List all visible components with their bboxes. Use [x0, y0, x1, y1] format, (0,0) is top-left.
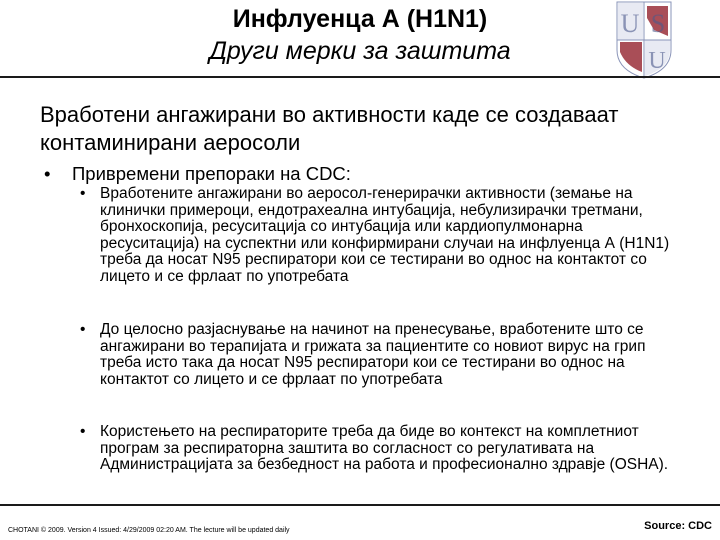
- slide-subtitle: Други мерки за заштита: [209, 37, 511, 65]
- bullet-marker: •: [44, 163, 51, 184]
- sub-bullet-text: Користењето на респираторите треба да биде во контекст на комплетниот програм за респираторна заштита во согласност со регулативата на Администрацијата за безбедност на работа и професионално здравје (OSHA).: [100, 423, 669, 473]
- section-heading: Вработени ангажирани во активности каде се создаваат контаминирани аеросоли: [40, 102, 619, 155]
- svg-text:S: S: [650, 9, 666, 38]
- svg-text:U: U: [620, 9, 640, 38]
- sub-bullet-text: Вработените ангажирани во аеросол-генерирачки активности (земање на клинички примероци, ендотрахеална интубација, небулизирачки третмани, бронхоскопија, ресуситација со интубација или кардиопулмонарна ресуситација) на суспектни или конфирмирани случаи на инфлуенца А (H1N1) треба да носат N95 респиратори кои се тестирани во однос на контактот со лицето и се фрлаат по употребата: [100, 185, 670, 285]
- sub-bullet-text: До целосно разјаснување на начинот на пренесување, вработените што се ангажирани во терапијата и грижата за пациентите со новиот вирус на грип треба исто така да носат N95 респиратори кои се тестирани во однос на контактот со лицето и се фрлаат по употребата: [100, 321, 646, 388]
- bullet-marker: •: [80, 321, 86, 338]
- footer-source: Source: CDC: [644, 520, 712, 532]
- footer-copyright: CHOTANI © 2009. Version 4 Issued: 4/29/2009 02:20 AM. The lecture will be updated daily: [8, 527, 290, 534]
- university-shield-logo: [614, 0, 674, 80]
- bullet-marker: •: [80, 185, 86, 202]
- slide-title: Инфлуенца А (H1N1): [232, 5, 488, 33]
- main-bullet-text: Привремени препораки на CDC:: [72, 163, 351, 184]
- bullet-marker: •: [80, 423, 86, 440]
- svg-text:U: U: [648, 48, 666, 74]
- header-divider: [0, 76, 720, 78]
- footer-divider: [0, 504, 720, 506]
